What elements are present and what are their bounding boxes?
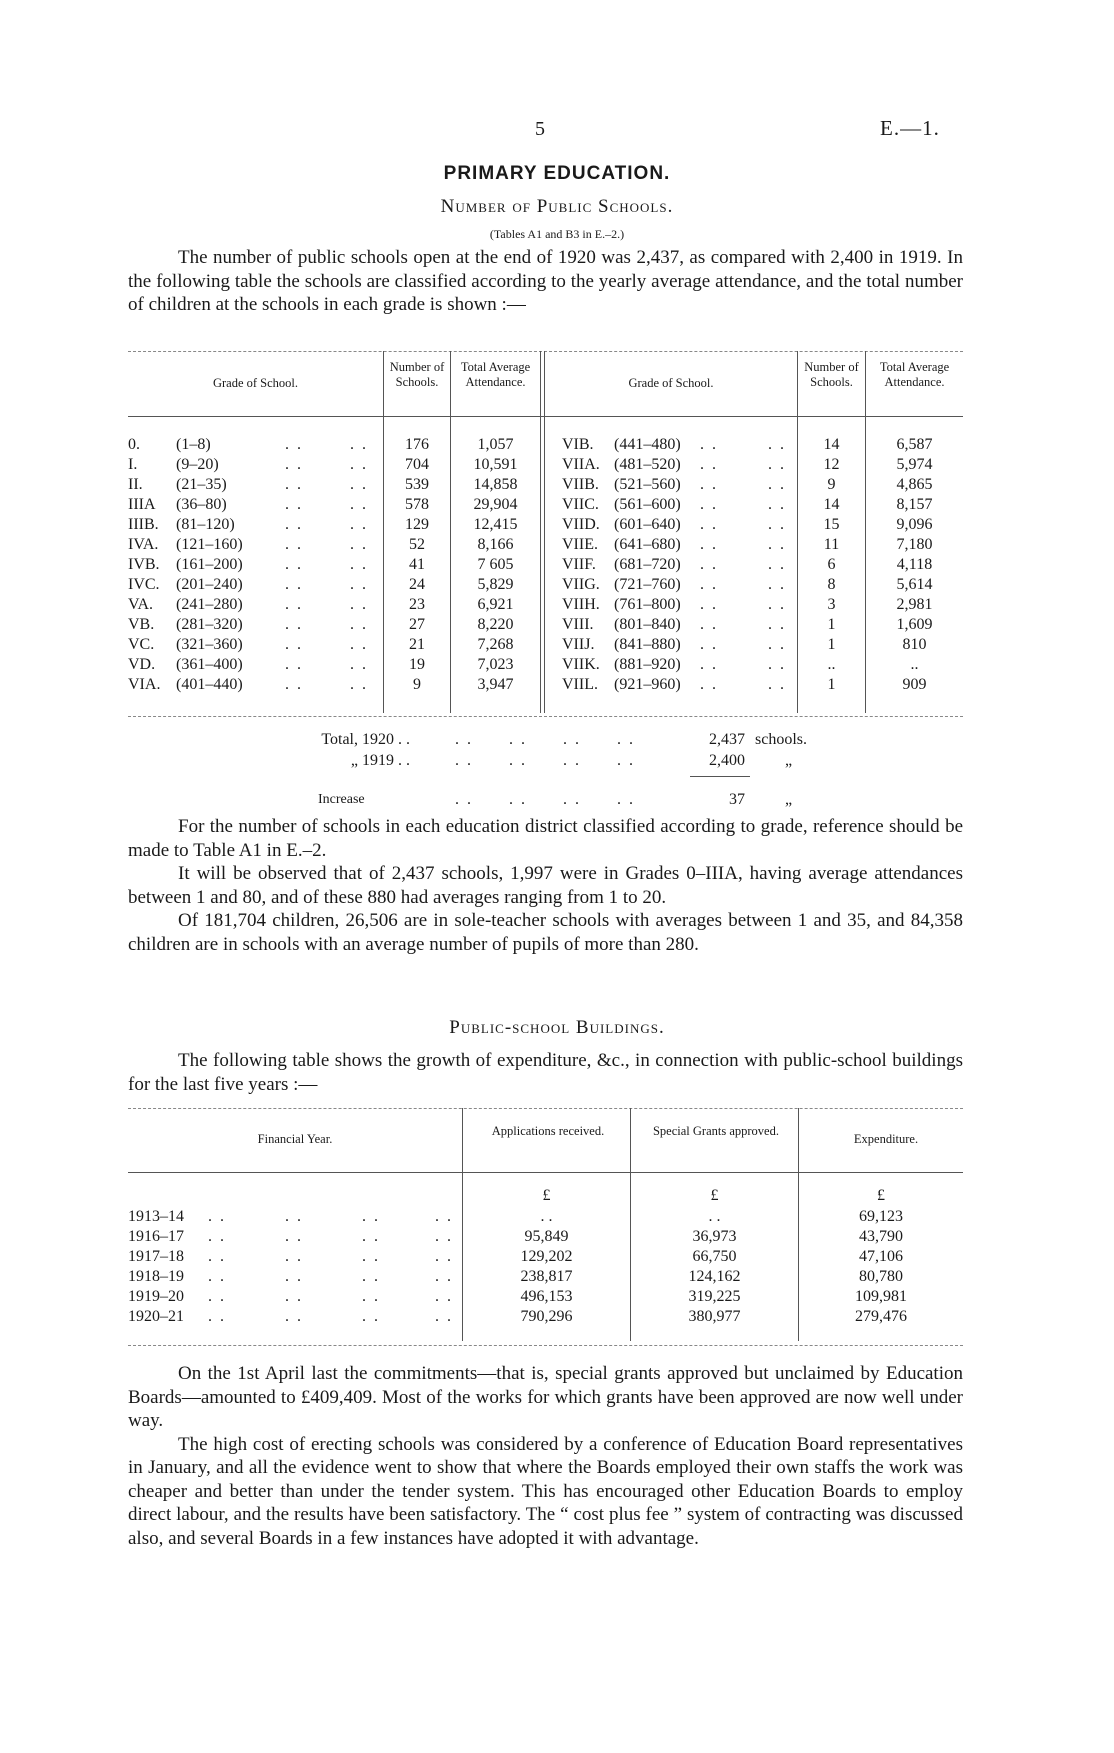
leader-dots: . .	[362, 1208, 380, 1225]
number-of-schools: 27	[409, 616, 425, 633]
table-header-rule	[128, 1172, 963, 1173]
grants-value: 124,162	[688, 1268, 741, 1285]
buildings-intro-text: The following table shows the growth of expenditure, &c., in connection with public-school buildings for the last five years :—	[128, 1050, 963, 1095]
leader-dots: . .	[768, 676, 786, 693]
expenditure-value: 47,106	[859, 1248, 903, 1265]
leader-dots: . .	[768, 516, 786, 533]
grade-range: (161–200)	[176, 556, 243, 573]
number-of-schools: 15	[823, 516, 840, 533]
grade-label: VIIF.	[562, 556, 596, 573]
expenditure-value: 279,476	[855, 1308, 907, 1325]
grade-label: IVC.	[128, 576, 160, 593]
number-of-schools: 23	[409, 596, 425, 613]
grade-label: VIIG.	[562, 576, 600, 593]
leader-dots: . .	[350, 436, 368, 453]
buildings-intro	[128, 1049, 963, 1096]
document-code: E.—1.	[880, 116, 940, 140]
number-of-schools: 176	[405, 436, 429, 453]
leader-dots: . .	[362, 1308, 380, 1325]
number-of-schools: 1	[827, 676, 836, 693]
grade-range: (921–960)	[614, 676, 681, 693]
grade-range: (361–400)	[176, 656, 243, 673]
header-total: Total Average Attendance.	[460, 360, 531, 389]
intro-text: The number of public schools open at the end of 1920 was 2,437, as compared with 2,400 in 1919. In the following table the schools are classified according to the yearly average attendance, and the total number of children at the schools in each grade is shown :—	[128, 247, 963, 315]
total-attendance: 12,415	[473, 516, 518, 533]
total-attendance: 8,157	[896, 496, 933, 513]
grants-value: 319,225	[688, 1288, 741, 1305]
leader-dots: . .	[768, 656, 786, 673]
header-number-right: Number of Schools.	[804, 360, 859, 389]
total-attendance: 8,166	[477, 536, 514, 553]
total-attendance: 10,591	[473, 456, 518, 473]
total-attendance: 7,023	[477, 656, 514, 673]
grade-label: VIA.	[128, 676, 161, 693]
grade-label: IIIA	[128, 496, 156, 513]
leader-dots: . .	[285, 436, 303, 453]
total-attendance: 7,180	[896, 536, 933, 553]
leader-dots: . .	[285, 636, 303, 653]
leader-dots: . .	[700, 636, 718, 653]
leader-dots: . .	[350, 476, 368, 493]
grade-range: (401–440)	[176, 676, 243, 693]
number-of-schools: 14	[823, 496, 840, 513]
leader-dots: . .	[208, 1268, 226, 1285]
applications-value: . .	[540, 1208, 553, 1225]
table-top-rule	[128, 351, 963, 352]
applications-value: 129,202	[520, 1248, 573, 1265]
intro-paragraph	[128, 246, 963, 317]
grade-label: VIB.	[562, 436, 594, 453]
header-total-right: Total Average Attendance.	[879, 360, 950, 389]
number-of-schools: 21	[409, 636, 425, 653]
currency-symbol: £	[542, 1187, 551, 1204]
number-of-schools: 1	[827, 636, 836, 653]
leader-dots: . .	[700, 476, 718, 493]
total-attendance: 1,609	[896, 616, 933, 633]
grade-label: VIIB.	[562, 476, 599, 493]
grade-range: (481–520)	[614, 456, 681, 473]
leader-dots: . .	[700, 576, 718, 593]
total-attendance: 1,057	[477, 436, 514, 453]
total-1920-unit: schools.	[755, 731, 807, 748]
grade-label: I.	[128, 456, 138, 473]
total-attendance: 9,096	[896, 516, 933, 533]
paragraph: For the number of schools in each education district classified according to grade, reference should be made to Table A1 in E.–2.	[128, 816, 963, 861]
total-attendance: 14,858	[473, 476, 518, 493]
leader-dots: . .	[768, 496, 786, 513]
grade-range: (761–800)	[614, 596, 681, 613]
grade-range: (21–35)	[176, 476, 227, 493]
table-header-rule	[128, 416, 963, 417]
section-heading-buildings: Public-school Buildings.	[449, 1017, 665, 1038]
total-attendance: 4,118	[896, 556, 933, 573]
col-divider	[544, 351, 545, 713]
grade-range: (81–120)	[176, 516, 235, 533]
expenditure-value: 80,780	[859, 1268, 903, 1285]
number-of-schools: 11	[823, 536, 840, 553]
grade-label: IIIB.	[128, 516, 159, 533]
grade-label: VIIC.	[562, 496, 599, 513]
leader-dots: . .	[285, 496, 303, 513]
total-attendance: 7,268	[477, 636, 514, 653]
total-attendance: 909	[902, 676, 927, 693]
grade-range: (881–920)	[614, 656, 681, 673]
leader-dots: . .	[350, 616, 368, 633]
expenditure-value: 69,123	[859, 1208, 903, 1225]
leader-dots: . .	[362, 1228, 380, 1245]
total-attendance: 2,981	[896, 596, 933, 613]
leader-dots: . . . . . . . .	[455, 752, 635, 769]
leader-dots: . .	[208, 1208, 226, 1225]
total-1920-label: Total, 1920 . .	[321, 731, 410, 748]
grade-range: (601–640)	[614, 516, 681, 533]
leader-dots: . .	[285, 1268, 303, 1285]
leader-dots: . .	[350, 496, 368, 513]
leader-dots: . . . . . . . .	[455, 731, 635, 748]
total-attendance: 6,587	[896, 436, 933, 453]
leader-dots: . .	[350, 656, 368, 673]
grade-label: VIIK.	[562, 656, 600, 673]
number-of-schools: 19	[409, 656, 425, 673]
leader-dots: . .	[208, 1288, 226, 1305]
leader-dots: . .	[700, 536, 718, 553]
sum-rule	[690, 776, 750, 777]
grade-label: VIIL.	[562, 676, 598, 693]
leader-dots: . .	[285, 476, 303, 493]
leader-dots: . .	[285, 1248, 303, 1265]
grade-label: VA.	[128, 596, 154, 613]
leader-dots: . .	[285, 556, 303, 573]
total-1919-label: „ 1919 . .	[350, 752, 410, 769]
number-of-schools: 14	[823, 436, 840, 453]
expenditure-value: 43,790	[859, 1228, 903, 1245]
paragraph: It will be observed that of 2,437 schools, 1,997 were in Grades 0–IIIA, having average attendances between 1 and 80, and of these 880 had averages ranging from 1 to 20.	[128, 863, 963, 908]
grants-value: 66,750	[692, 1248, 737, 1265]
financial-year: 1920–21	[128, 1308, 184, 1325]
number-of-schools: 41	[409, 556, 425, 573]
leader-dots: . .	[768, 636, 786, 653]
grade-label: VIIE.	[562, 536, 598, 553]
grants-value: 36,973	[692, 1228, 737, 1245]
leader-dots: . .	[700, 496, 718, 513]
total-1920-value: 2,437	[709, 731, 745, 748]
leader-dots: . .	[362, 1268, 380, 1285]
number-of-schools: 9	[413, 676, 421, 693]
number-of-schools: 3	[827, 596, 836, 613]
leader-dots: . .	[768, 456, 786, 473]
leader-dots: . .	[285, 1208, 303, 1225]
leader-dots: . .	[435, 1308, 453, 1325]
leader-dots: . .	[768, 556, 786, 573]
increase-label: Increase	[318, 792, 365, 807]
leader-dots: . .	[768, 596, 786, 613]
grade-range: (281–320)	[176, 616, 243, 633]
grade-label: IVA.	[128, 536, 159, 553]
total-attendance: 5,614	[896, 576, 933, 593]
header-applications: Applications received.	[491, 1124, 605, 1138]
currency-symbol: £	[877, 1187, 885, 1204]
header-grade: Grade of School.	[212, 376, 299, 390]
leader-dots: . .	[700, 556, 718, 573]
number-of-schools: 704	[405, 456, 429, 473]
grade-label: 0.	[128, 436, 140, 453]
table-top-rule	[128, 1108, 963, 1109]
applications-value: 496,153	[520, 1288, 573, 1305]
leader-dots: . .	[768, 576, 786, 593]
grade-range: (801–840)	[614, 616, 681, 633]
grade-range: (36–80)	[176, 496, 227, 513]
section-subheading: (Tables A1 and B3 in E.–2.)	[489, 227, 625, 241]
grade-label: VC.	[128, 636, 155, 653]
leader-dots: . .	[350, 456, 368, 473]
grants-value: 380,977	[688, 1308, 741, 1325]
grade-range: (1–8)	[176, 436, 211, 453]
applications-value: 238,817	[520, 1268, 573, 1285]
grade-label: VIII.	[562, 616, 594, 633]
total-attendance: 6,921	[477, 596, 514, 613]
leader-dots: . .	[435, 1268, 453, 1285]
applications-value: 95,849	[524, 1228, 569, 1245]
grade-range: (121–160)	[176, 536, 243, 553]
increase-value: 37	[729, 791, 745, 808]
header-financial-year: Financial Year.	[257, 1132, 333, 1146]
leader-dots: . .	[435, 1248, 453, 1265]
leader-dots: . .	[700, 656, 718, 673]
leader-dots: . .	[285, 516, 303, 533]
leader-dots: . .	[285, 536, 303, 553]
grade-range: (241–280)	[176, 596, 243, 613]
number-of-schools: 578	[405, 496, 429, 513]
grants-value: . .	[708, 1208, 721, 1225]
number-of-schools: 129	[405, 516, 429, 533]
leader-dots: . .	[768, 436, 786, 453]
leader-dots: . .	[350, 636, 368, 653]
number-of-schools: 9	[827, 476, 836, 493]
leader-dots: . .	[285, 456, 303, 473]
grade-range: (521–560)	[614, 476, 681, 493]
grade-range: (641–680)	[614, 536, 681, 553]
number-of-schools: 539	[405, 476, 429, 493]
leader-dots: . .	[285, 1228, 303, 1245]
leader-dots: . .	[700, 516, 718, 533]
leader-dots: . .	[435, 1228, 453, 1245]
leader-dots: . .	[285, 576, 303, 593]
financial-year: 1916–17	[128, 1228, 184, 1245]
grade-label: VIIA.	[562, 456, 600, 473]
grade-range: (9–20)	[176, 456, 219, 473]
leader-dots: . .	[700, 456, 718, 473]
total-1919-value: 2,400	[709, 752, 745, 769]
paragraph: On the 1st April last the commitments—that is, special grants approved but unclaimed by Education Boards—amounted to £409,409. Most of the works for which grants have been approved are now well under way.	[128, 1363, 963, 1431]
leader-dots: . .	[768, 476, 786, 493]
leader-dots: . .	[208, 1308, 226, 1325]
leader-dots: . .	[700, 596, 718, 613]
grade-label: VIIJ.	[562, 636, 595, 653]
table-bottom-rule	[128, 716, 963, 717]
header-expenditure: Expenditure.	[853, 1132, 919, 1146]
header-grade-right: Grade of School.	[628, 376, 714, 390]
body-paragraphs-2	[128, 1362, 963, 1550]
leader-dots: . .	[768, 616, 786, 633]
total-attendance: 810	[902, 636, 927, 653]
header-number: Number of Schools.	[389, 360, 445, 389]
leader-dots: . .	[435, 1288, 453, 1305]
leader-dots: . .	[350, 676, 368, 693]
increase-unit: „	[785, 791, 793, 808]
leader-dots: . .	[768, 536, 786, 553]
body-paragraphs-1	[128, 815, 963, 956]
leader-dots: . .	[285, 1308, 303, 1325]
leader-dots: . .	[435, 1208, 453, 1225]
financial-year: 1919–20	[128, 1288, 184, 1305]
grade-label: VIID.	[562, 516, 600, 533]
leader-dots: . .	[285, 676, 303, 693]
grade-range: (561–600)	[614, 496, 681, 513]
page-number: 5	[535, 118, 545, 140]
page-title: PRIMARY EDUCATION.	[443, 163, 671, 184]
number-of-schools: 8	[827, 576, 836, 593]
total-attendance: 4,865	[896, 476, 933, 493]
leader-dots: . .	[350, 596, 368, 613]
grade-label: II.	[128, 476, 143, 493]
grade-label: VB.	[128, 616, 155, 633]
number-of-schools: 24	[409, 576, 425, 593]
leader-dots: . .	[350, 576, 368, 593]
total-attendance: ..	[910, 656, 919, 673]
number-of-schools: 6	[827, 556, 836, 573]
total-1919-unit: „	[785, 752, 793, 769]
grade-range: (721–760)	[614, 576, 681, 593]
table-bottom-rule	[128, 1345, 963, 1346]
grade-range: (321–360)	[176, 636, 243, 653]
grade-label: VD.	[128, 656, 156, 673]
applications-value: 790,296	[520, 1308, 573, 1325]
leader-dots: . .	[285, 656, 303, 673]
financial-year: 1918–19	[128, 1268, 184, 1285]
leader-dots: . .	[362, 1248, 380, 1265]
grade-label: IVB.	[128, 556, 160, 573]
leader-dots: . .	[208, 1228, 226, 1245]
grade-range: (841–880)	[614, 636, 681, 653]
col-divider	[540, 351, 541, 713]
leader-dots: . .	[285, 616, 303, 633]
section-heading-number-of-schools: Number of Public Schools.	[440, 196, 674, 217]
total-attendance: 8,220	[477, 616, 514, 633]
total-attendance: 3,947	[477, 676, 514, 693]
leader-dots: . .	[208, 1248, 226, 1265]
total-attendance: 5,974	[896, 456, 933, 473]
grade-label: VIIH.	[562, 596, 600, 613]
leader-dots: . .	[350, 536, 368, 553]
financial-year: 1917–18	[128, 1248, 184, 1265]
leader-dots: . .	[285, 596, 303, 613]
leader-dots: . . . . . . . .	[455, 791, 635, 808]
number-of-schools: 52	[409, 536, 425, 553]
number-of-schools: ..	[827, 656, 836, 673]
paragraph: Of 181,704 children, 26,506 are in sole-teacher schools with averages between 1 and 35, and 84,358 children are in schools with an average number of pupils of more than 280.	[128, 910, 963, 955]
leader-dots: . .	[362, 1288, 380, 1305]
currency-symbol: £	[710, 1187, 719, 1204]
number-of-schools: 12	[823, 456, 840, 473]
header-grants: Special Grants approved.	[652, 1124, 779, 1138]
total-attendance: 7 605	[477, 556, 514, 573]
leader-dots: . .	[350, 556, 368, 573]
total-attendance: 5,829	[477, 576, 514, 593]
financial-year: 1913–14	[128, 1208, 184, 1225]
expenditure-value: 109,981	[855, 1288, 907, 1305]
paragraph: The high cost of erecting schools was considered by a conference of Education Board representatives in January, and all the evidence went to show that where the Boards employed their own staffs the work was cheaper and better than under the tender system. This has encouraged other Education Boards to employ direct labour, and the results have been satisfactory. The “ cost plus fee ” system of contracting was discussed also, and several Boards in a few instances have adopted it with advantage.	[128, 1433, 963, 1549]
total-attendance: 29,904	[473, 496, 518, 513]
leader-dots: . .	[700, 616, 718, 633]
number-of-schools: 1	[827, 616, 836, 633]
grade-range: (441–480)	[614, 436, 681, 453]
leader-dots: . .	[350, 516, 368, 533]
leader-dots: . .	[285, 1288, 303, 1305]
grade-range: (201–240)	[176, 576, 243, 593]
grade-range: (681–720)	[614, 556, 681, 573]
leader-dots: . .	[700, 676, 718, 693]
leader-dots: . .	[700, 436, 718, 453]
